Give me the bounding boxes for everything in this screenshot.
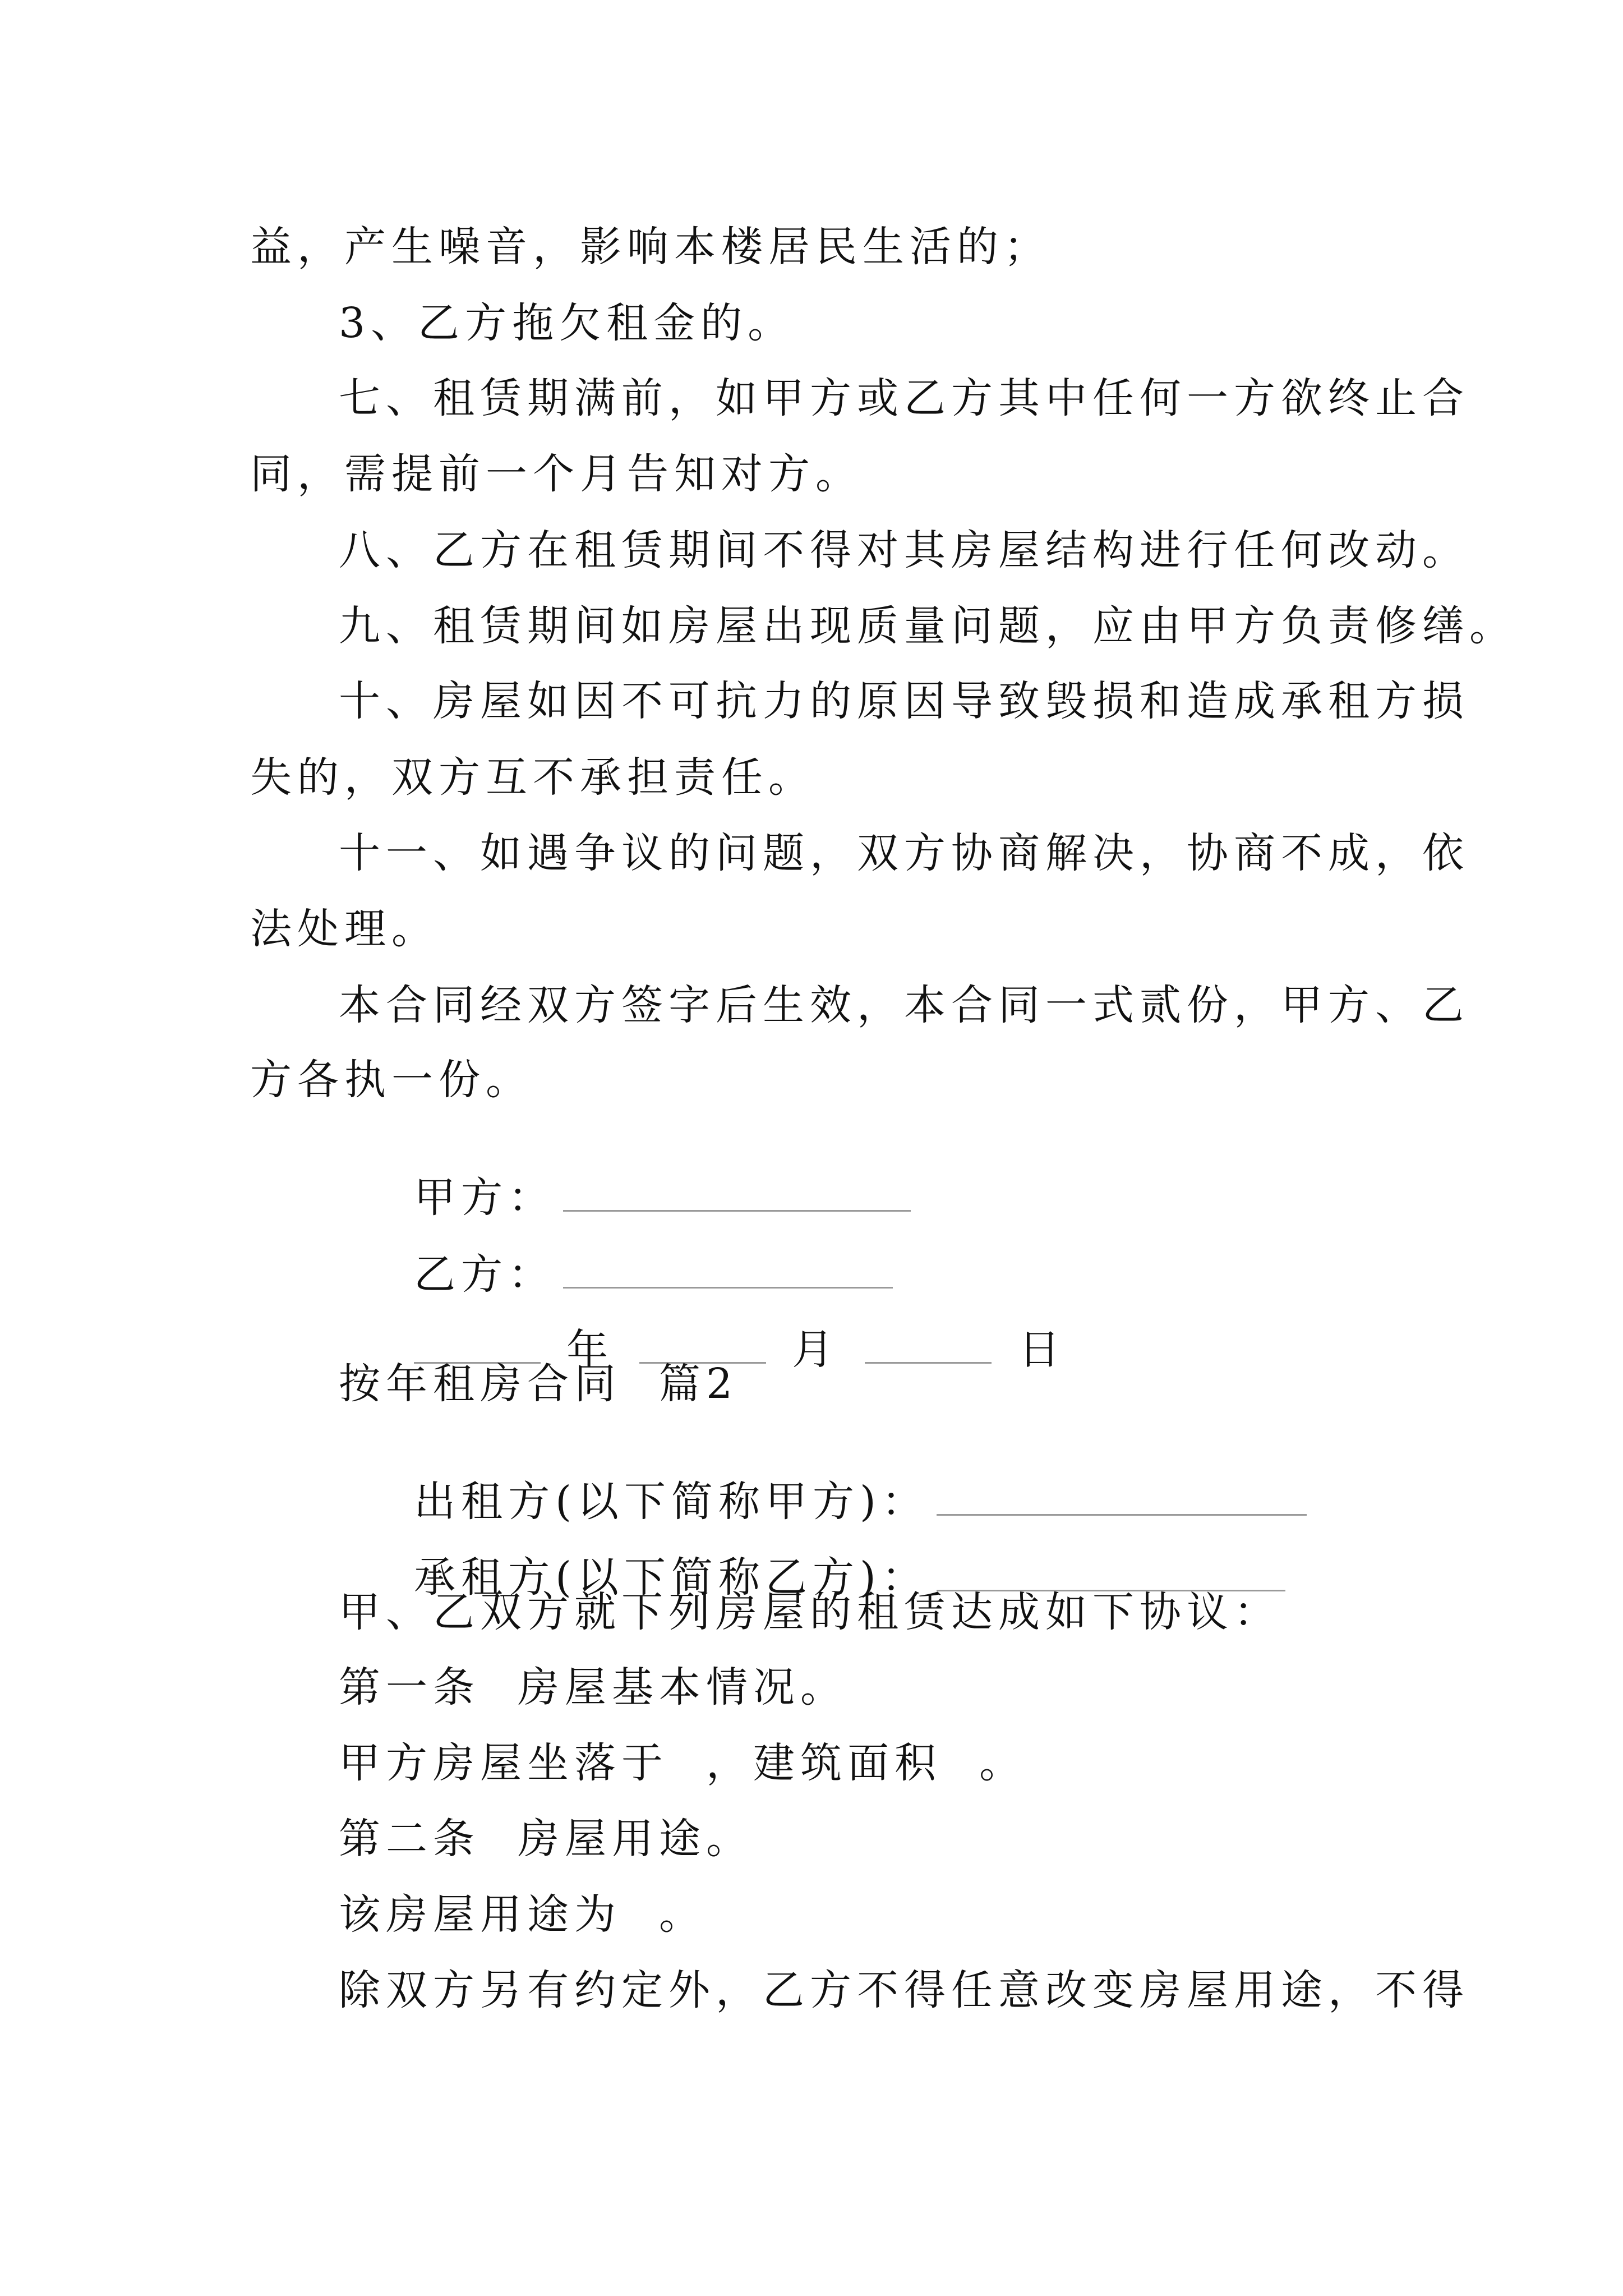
text-line: 七、租赁期满前，如甲方或乙方其中任何一方欲终止合 bbox=[339, 374, 1469, 422]
text-line: 九、租赁期间如房屋出现质量问题，应由甲方负责修缮。 bbox=[339, 602, 1516, 650]
month-blank bbox=[639, 1329, 766, 1364]
text-line: 甲方房屋坐落于 ，建筑面积 。 bbox=[339, 1739, 1027, 1787]
article-title: 第一条 房屋基本情况。 bbox=[339, 1663, 848, 1711]
party-b-blank bbox=[563, 1254, 893, 1289]
month-label: 月 bbox=[792, 1326, 840, 1374]
day-label: 日 bbox=[1018, 1326, 1066, 1374]
text-line: 失的，双方互不承担责任。 bbox=[250, 753, 815, 802]
lessee-label: 承租方(以下简称乙方)： bbox=[414, 1553, 929, 1602]
day-blank bbox=[865, 1329, 992, 1364]
text-line: 甲、乙双方就下列房屋的租赁达成如下协议： bbox=[339, 1588, 1281, 1636]
section-heading: 按年租房合同 篇2 bbox=[339, 1360, 739, 1408]
year-blank bbox=[414, 1329, 541, 1364]
lessor-blank bbox=[937, 1481, 1307, 1516]
text-line: 益，产生噪音，影响本楼居民生活的； bbox=[250, 223, 1051, 271]
party-a-blank bbox=[563, 1177, 911, 1212]
lessor-label: 出租方(以下简称甲方)： bbox=[414, 1478, 929, 1526]
text-line: 方各执一份。 bbox=[250, 1056, 533, 1104]
lessee-blank bbox=[937, 1557, 1285, 1591]
party-b-label: 乙方： bbox=[414, 1250, 556, 1299]
text-line: 除双方另有约定外，乙方不得任意改变房屋用途，不得 bbox=[339, 1966, 1469, 2014]
year-label: 年 bbox=[566, 1326, 614, 1374]
text-line: 3、乙方拖欠租金的。 bbox=[339, 299, 795, 347]
article-title: 第二条 房屋用途。 bbox=[339, 1815, 754, 1863]
text-line: 十、房屋如因不可抗力的原因导致毁损和造成承租方损 bbox=[339, 677, 1469, 725]
text-line: 同，需提前一个月告知对方。 bbox=[250, 450, 863, 498]
text-line: 十一、如遇争议的问题，双方协商解决，协商不成，依 bbox=[339, 829, 1469, 877]
text-line: 八、乙方在租赁期间不得对其房屋结构进行任何改动。 bbox=[339, 526, 1469, 574]
party-a-label: 甲方： bbox=[414, 1174, 556, 1222]
text-line: 法处理。 bbox=[250, 905, 439, 953]
text-line: 本合同经双方签字后生效，本合同一式贰份，甲方、乙 bbox=[339, 981, 1469, 1029]
text-line: 该房屋用途为 。 bbox=[339, 1890, 707, 1939]
